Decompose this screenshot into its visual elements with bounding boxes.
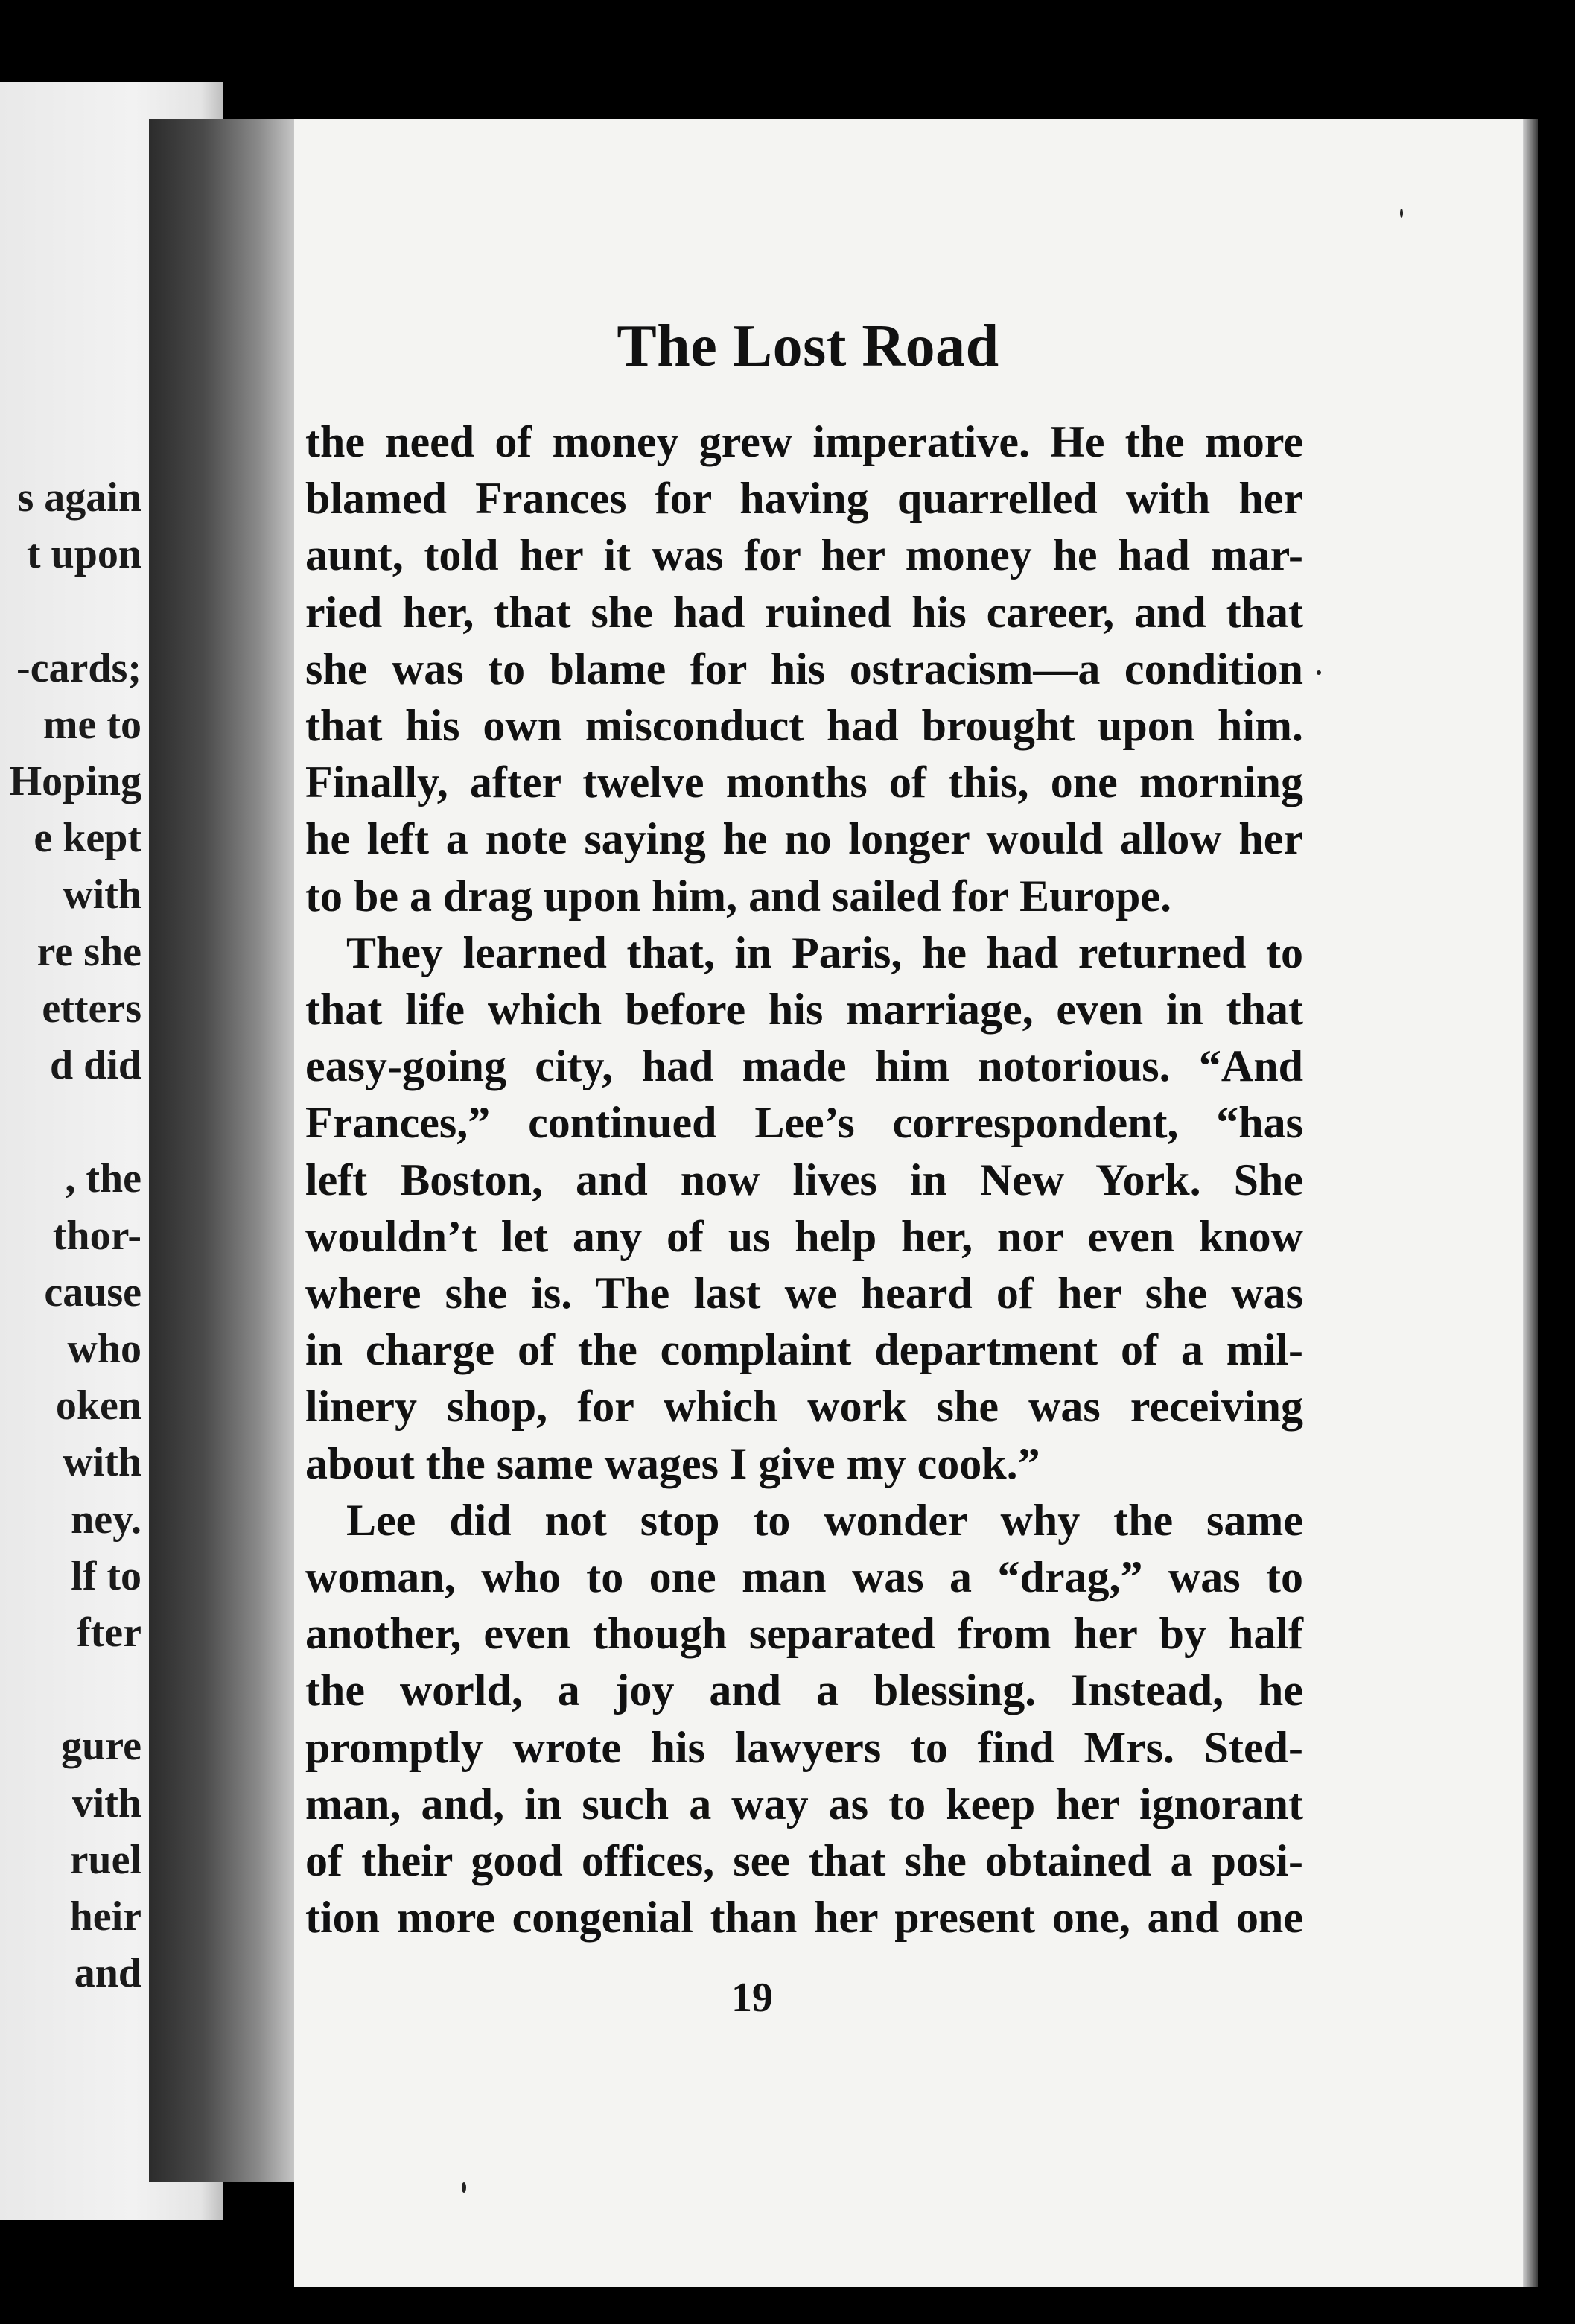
left-page-line: ruel: [69, 1837, 141, 1883]
scan-speck: [1400, 209, 1403, 218]
text-line: ried her, that she had ruined his career, and that: [305, 588, 1303, 637]
text-line: man, and, in such a way as to keep her ignorant: [305, 1779, 1303, 1829]
left-page-line: e kept: [34, 815, 141, 861]
text-line: woman, who to one man was a “drag,” was to: [305, 1552, 1303, 1601]
text-line: promptly wrote his lawyers to find Mrs. Sted-: [305, 1723, 1303, 1772]
left-page-line: s again: [17, 474, 141, 521]
text-line: Frances,” continued Lee’s correspondent, “has: [305, 1098, 1303, 1147]
text-line: the world, a joy and a blessing. Instead, he: [305, 1666, 1303, 1715]
left-page-line: , the: [65, 1155, 141, 1201]
text-line: Lee did not stop to wonder why the same: [346, 1496, 1303, 1545]
text-line: to be a drag upon him, and sailed for Europe.: [305, 872, 1171, 921]
text-line: about the same wages I give my cook.”: [305, 1439, 1040, 1488]
left-page-line: me to: [42, 702, 141, 748]
text-line: that his own misconduct had brought upon him.: [305, 701, 1303, 750]
text-line: They learned that, in Paris, he had returned to: [346, 928, 1303, 977]
text-line: where she is. The last we heard of her she was: [305, 1269, 1303, 1318]
text-line: Finally, after twelve months of this, one morning: [305, 758, 1303, 807]
text-line: the need of money grew imperative. He the more: [305, 417, 1303, 466]
left-page-line: t upon: [26, 531, 141, 577]
left-page-line: d did: [50, 1042, 141, 1088]
text-line: he left a note saying he no longer would allow her: [305, 814, 1303, 863]
left-page-line: with: [63, 872, 141, 918]
text-line: left Boston, and now lives in New York. She: [305, 1155, 1303, 1204]
left-page-line: oken: [55, 1382, 141, 1429]
scan-speck: [1317, 670, 1321, 675]
left-page-line: thor-: [52, 1213, 141, 1259]
left-page-line: with: [63, 1439, 141, 1485]
text-line: blamed Frances for having quarrelled with her: [305, 474, 1303, 523]
text-line: easy-going city, had made him notorious. “And: [305, 1041, 1303, 1090]
left-page-line: cause: [44, 1269, 141, 1315]
left-page-line: vith: [71, 1780, 141, 1826]
left-page-line: lf to: [71, 1553, 141, 1599]
text-line: she was to blame for his ostracism—a condition: [305, 644, 1303, 693]
left-page-line: ney.: [71, 1496, 141, 1543]
left-page-line: Hoping: [9, 758, 141, 804]
text-line: of their good offices, see that she obtained a posi-: [305, 1836, 1303, 1885]
left-page-line: re she: [36, 929, 141, 975]
scan-speck: [462, 2182, 466, 2193]
text-line: another, even though separated from her by half: [305, 1609, 1303, 1658]
running-head: The Lost Road: [617, 314, 999, 379]
left-page-line: and: [74, 1950, 141, 1996]
left-page-line: -cards;: [16, 645, 141, 691]
left-page-line: fter: [76, 1610, 141, 1656]
text-line: tion more congenial than her present one, and one: [305, 1893, 1303, 1942]
left-page-line: gure: [61, 1723, 141, 1769]
text-line: that life which before his marriage, even in that: [305, 985, 1303, 1034]
left-page-line: etters: [42, 985, 141, 1032]
text-line: wouldn’t let any of us help her, nor even know: [305, 1212, 1303, 1261]
text-line: linery shop, for which work she was receiving: [305, 1382, 1303, 1431]
left-page-line: who: [67, 1326, 141, 1372]
left-page-line: heir: [69, 1893, 141, 1940]
text-line: in charge of the complaint department of a mil-: [305, 1325, 1303, 1374]
page-number: 19: [731, 1975, 773, 2021]
right-page-edge: [1523, 119, 1538, 2287]
book-gutter-shadow: [149, 119, 305, 2182]
text-line: aunt, told her it was for her money he had mar-: [305, 530, 1303, 580]
